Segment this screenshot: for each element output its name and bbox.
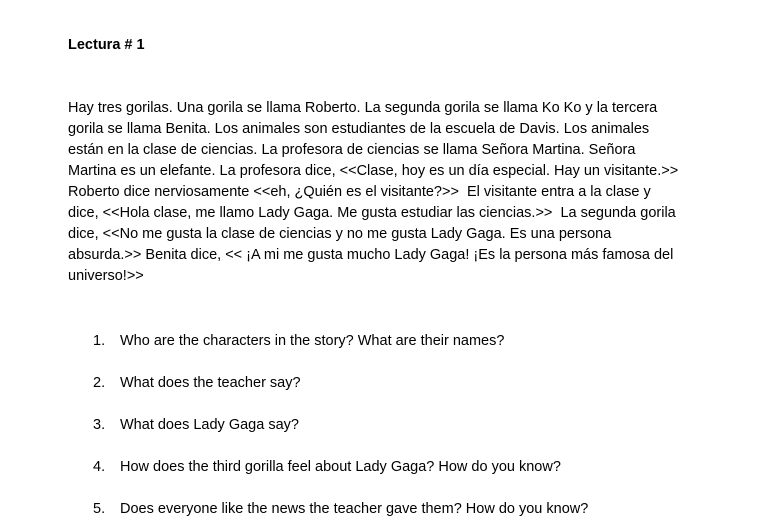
story-paragraph (68, 98, 730, 287)
question-item (93, 373, 730, 394)
question-text: What does the teacher say? (120, 375, 301, 391)
paragraph-line: gorila se llama Benita. Los animales son estudiantes de la escuela de Davis. Los animales (68, 121, 650, 137)
document-title: Lectura # 1 (68, 37, 145, 53)
paragraph-line: Roberto dice nerviosamente <<eh, ¿Quién es el visitante?>> El visitante entra a la clase y (68, 184, 651, 200)
question-number: 4. (93, 459, 106, 475)
paragraph-line: universo!>> (68, 268, 144, 284)
question-number: 1. (93, 333, 106, 349)
paragraph-line: dice, <<Hola clase, me llamo Lady Gaga. Me gusta estudiar las ciencias.>> La segunda gorila (68, 205, 676, 221)
question-text: Who are the characters in the story? What are their names? (120, 333, 505, 349)
question-number: 5. (93, 501, 106, 517)
question-text: How does the third gorilla feel about Lady Gaga? How do you know? (120, 459, 561, 475)
question-item (93, 415, 730, 436)
question-text: Does everyone like the news the teacher gave them? How do you know? (120, 501, 589, 517)
paragraph-line: Hay tres gorilas. Una gorila se llama Roberto. La segunda gorila se llama Ko Ko y la tercera (68, 100, 658, 116)
question-item (93, 457, 730, 478)
paragraph-line: dice, <<No me gusta la clase de ciencias y no me gusta Lady Gaga. Es una persona (68, 226, 612, 242)
question-item (93, 331, 730, 352)
paragraph-line: están en la clase de ciencias. La profesora de ciencias se llama Señora Martina. Señora (68, 142, 636, 158)
paragraph-line: Martina es un elefante. La profesora dice, <<Clase, hoy es un día especial. Hay un visitante.>> (68, 163, 679, 179)
question-number: 3. (93, 417, 106, 433)
document-page (68, 35, 730, 520)
question-number: 2. (93, 375, 106, 391)
paragraph-line: absurda.>> Benita dice, << ¡A mi me gusta mucho Lady Gaga! ¡Es la persona más famosa del (68, 247, 674, 263)
question-text: What does Lady Gaga say? (120, 417, 299, 433)
question-list (68, 331, 730, 520)
question-item (93, 499, 730, 520)
